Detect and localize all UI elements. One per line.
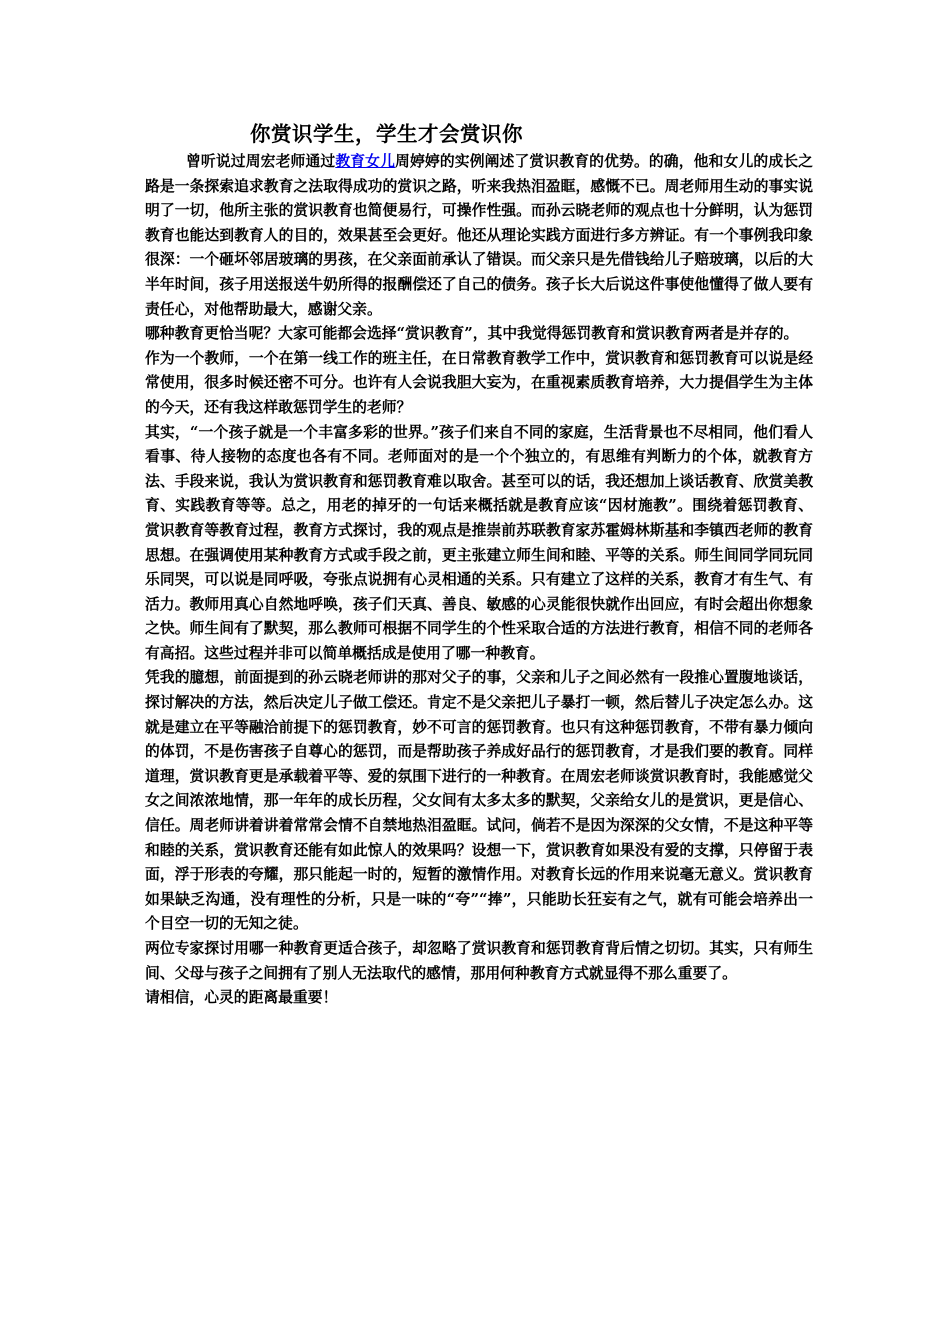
paragraph-3: 作为一个教师，一个在第一线工作的班主任，在日常教育教学工作中，赏识教育和惩罚教育可以说是经常使用，很多时候还密不可分。也许有人会说我胆大妄为，在重视素质教育培养，大力提倡学生为主体的今天，还有我这样敢惩罚学生的老师？	[145, 349, 813, 416]
paragraph-2: 哪种教育更恰当呢？大家可能都会选择“赏识教育”，其中我觉得惩罚教育和赏识教育两者是并存的。	[145, 325, 799, 343]
paragraph-6: 两位专家探讨用哪一种教育更适合孩子，却忽略了赏识教育和惩罚教育背后情之切切。其实，只有师生间、父母与孩子之间拥有了别人无法取代的感情，那用何种教育方式就显得不那么重要了。	[145, 940, 813, 982]
paragraph-5: 凭我的臆想，前面提到的孙云晓老师讲的那对父子的事，父亲和儿子之间必然有一段推心置腹地谈话，探讨解决的方法，然后决定儿子做工偿还。肯定不是父亲把儿子暴打一顿，然后替儿子决定怎么办。这就是建立在平等融洽前提下的惩罚教育，妙不可言的惩罚教育。也只有这种惩罚教育，不带有暴力倾向的体罚，不是伤害孩子自尊心的惩罚，而是帮助孩子养成好品行的惩罚教育，才是我们要的教育。同样道理，赏识教育更是承载着平等、爱的氛围下进行的一种教育。在周宏老师谈赏识教育时，我能感觉父女之间浓浓地情，那一年年的成长历程，父女间有太多太多的默契，父亲给女儿的是赏识，更是信心、信任。周老师讲着讲着常常会情不自禁地热泪盈眶。试问，倘若不是因为深深的父女情，不是这种平等和睦的关系，赏识教育还能有如此惊人的效果吗？设想一下，赏识教育如果没有爱的支撑，只停留于表面，浮于形表的夸耀，那只能起一时的，短暂的激情作用。对教育长远的作用来说毫无意义。赏识教育如果缺乏沟通，没有理性的分析，只是一味的“夸”“捧”，只能助长狂妄有之气，就有可能会培养出一个目空一切的无知之徒。	[145, 669, 813, 933]
paragraph-4: 其实，“一个孩子就是一个丰富多彩的世界。”孩子们来自不同的家庭，生活背景也不尽相同，他们看人看事、待人接物的态度也各有不同。老师面对的是一个个独立的，有思维有判断力的个体，就教育方法、手段来说，我认为赏识教育和惩罚教育难以取舍。甚至可以的话，我还想加上谈话教育、欣赏美教育、实践教育等等。总之，用老的掉牙的一句话来概括就是教育应该“因材施教”。围绕着惩罚教育、赏识教育等教育过程，教育方式探讨，我的观点是推崇前苏联教育家苏霍姆林斯基和李镇西老师的教育思想。在强调使用某种教育方式或手段之前，更主张建立师生间和睦、平等的关系。师生间同学同玩同乐同哭，可以说是同呼吸，夸张点说拥有心灵相通的关系。只有建立了这样的关系，教育才有生气、有活力。教师用真心自然地呼唤，孩子们天真、善良、敏感的心灵能很快就作出回应，有时会超出你想象之快。师生间有了默契，那么教师可根据不同学生的个性采取合适的方法进行教育，相信不同的老师各有高招。这些过程并非可以简单概括成是使用了哪一种教育。	[145, 423, 813, 662]
paragraph-1-after-link: 周婷婷的实例阐述了赏识教育的优势。的确，他和女儿的成长之路是一条探索追求教育之法取得成功的赏识之路，听来我热泪盈眶，感慨不已。周老师用生动的事实说明了一切，他所主张的赏识教育也简便易行，可操作性强。而孙云晓老师的观点也十分鲜明，认为惩罚教育也能达到教育人的目的，效果甚至会更好。他还从理论实践方面进行多方辨证。有一个事例我印象很深：一个砸坏邻居玻璃的男孩，在父亲面前承认了错误。而父亲只是先借钱给儿子赔玻璃，以后的大半年时间，孩子用送报送牛奶所得的报酬偿还了自己的债务。孩子长大后说这件事使他懂得了做人要有责任心，对他帮助最大，感谢父亲。	[145, 153, 813, 318]
document-page	[145, 118, 813, 1011]
document-title: 你赏识学生，学生才会赏识你	[250, 122, 523, 146]
paragraph-1	[145, 150, 813, 322]
link-education-daughter[interactable]: 教育女儿	[335, 153, 396, 170]
paragraph-1-before-link: 曾听说过周宏老师通过	[186, 153, 336, 170]
paragraph-7: 请相信，心灵的距离最重要！	[145, 989, 338, 1007]
